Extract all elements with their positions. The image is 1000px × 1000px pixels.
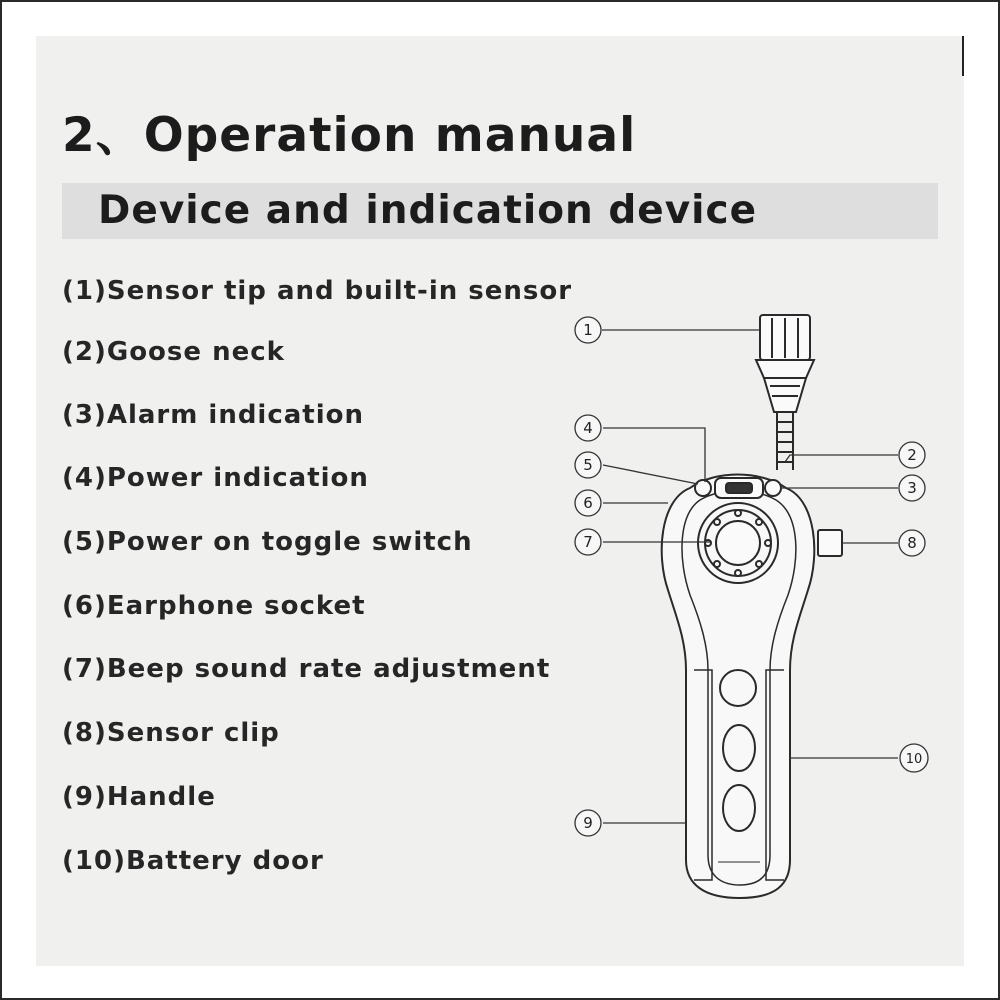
page-title: 2、Operation manual [62, 108, 637, 163]
callout-label-8: 8 [907, 534, 917, 552]
sensor-clip [818, 530, 842, 556]
alarm-indicator [765, 480, 781, 496]
callout-label-7: 7 [583, 533, 593, 551]
list-item-beep-rate: (7)Beep sound rate adjustment [62, 654, 551, 684]
power-indicator [695, 480, 711, 496]
list-item-sensor-tip: (1)Sensor tip and built-in sensor [62, 276, 573, 306]
callout-label-2: 2 [907, 446, 917, 464]
list-item-alarm-indication: (3)Alarm indication [62, 400, 365, 430]
callout-label-9: 9 [583, 814, 593, 832]
callout-label-10: 10 [905, 752, 923, 767]
beep-rate-dial [698, 503, 778, 583]
list-item-power-switch: (5)Power on toggle switch [62, 527, 473, 557]
list-item-battery-door: (10)Battery door [62, 846, 324, 876]
list-item-earphone-socket: (6)Earphone socket [62, 591, 366, 621]
list-item-handle: (9)Handle [62, 782, 216, 812]
section-subtitle: Device and indication device [98, 188, 758, 233]
sensor-tip [756, 315, 814, 412]
callout-label-6: 6 [583, 494, 593, 512]
callout-label-1: 1 [583, 321, 593, 339]
callout-label-5: 5 [583, 456, 593, 474]
list-item-goose-neck: (2)Goose neck [62, 337, 285, 367]
callout-label-4: 4 [583, 419, 593, 437]
callout-label-3: 3 [907, 479, 917, 497]
list-item-sensor-clip: (8)Sensor clip [62, 718, 280, 748]
list-item-power-indication: (4)Power indication [62, 463, 369, 493]
